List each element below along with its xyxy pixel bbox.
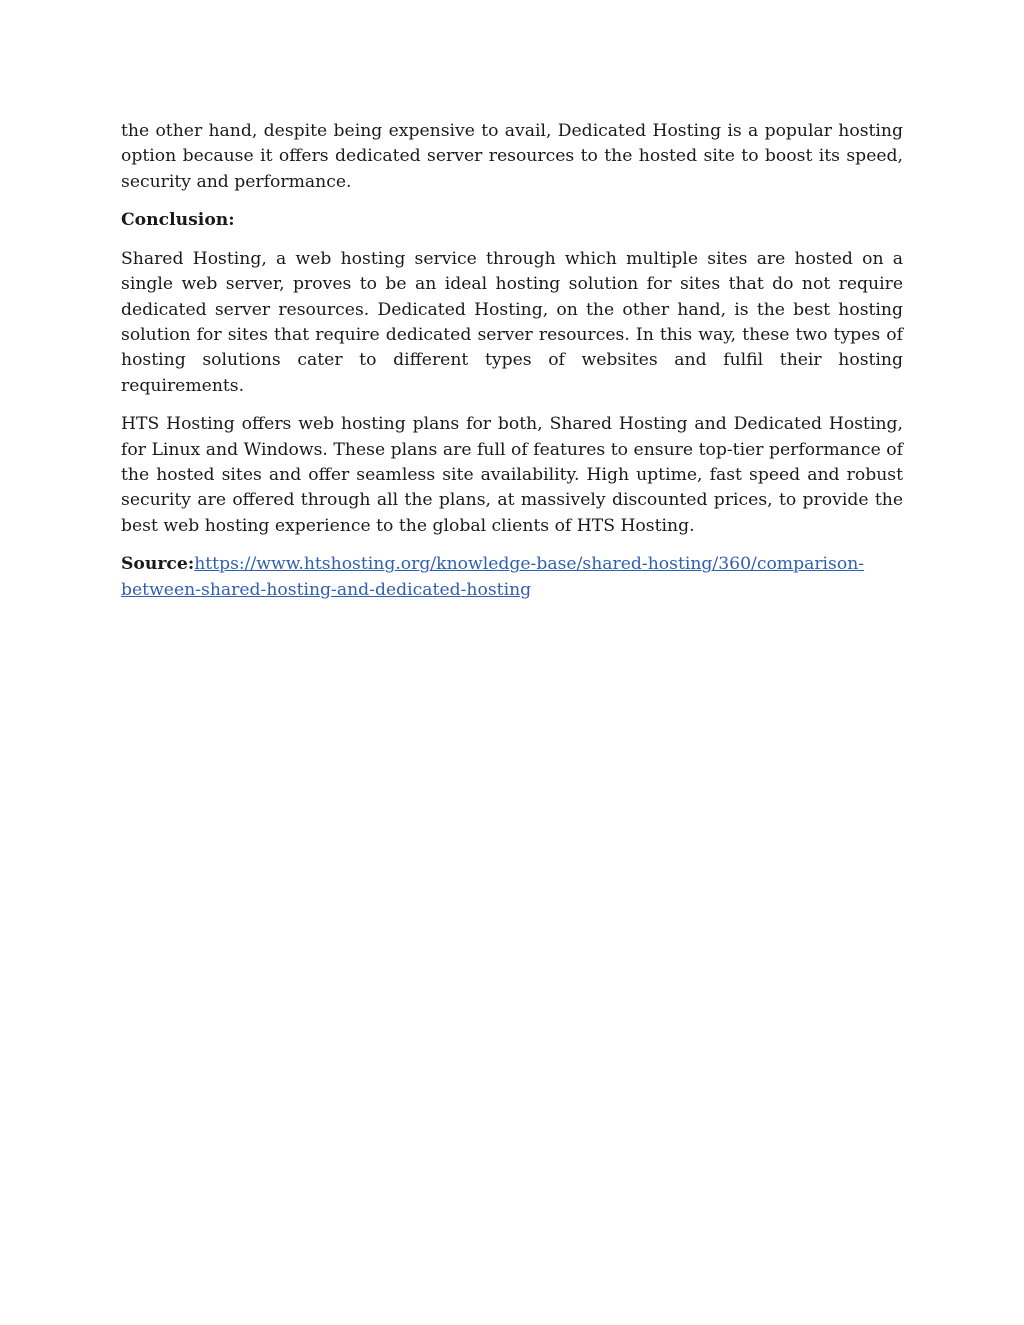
source-link[interactable]: https://www.htshosting.org/knowledge-base/shared-hosting/360/comparison-between-shared-hosting-and-dedicated-hosting [121, 554, 865, 600]
conclusion-heading: Conclusion: [121, 210, 235, 231]
hts-offer-paragraph: HTS Hosting offers web hosting plans for both, Shared Hosting and Dedicated Hosting, for Linux and Windows. These plans are full of features to ensure top-tier performance of the hosted sites and offer seamless site availability. High uptime, fast speed and robust security are offered through all the plans, at massively discounted prices, to provide the best web hosting experience to the global clients of HTS Hosting. [121, 414, 903, 536]
conclusion-paragraph: Shared Hosting, a web hosting service through which multiple sites are hosted on a single web server, proves to be an ideal hosting solution for sites that do not require dedicated server resources. Dedicated Hosting, on the other hand, is the best hosting solution for sites that require dedicated server resources. In this way, these two types of hosting solutions cater to different types of websites and fulfil their hosting requirements. [121, 249, 903, 396]
source-line [121, 552, 903, 603]
source-label: Source: [121, 554, 195, 575]
document-page [121, 119, 903, 617]
intro-continuation-paragraph: the other hand, despite being expensive to avail, Dedicated Hosting is a popular hosting option because it offers dedicated server resources to the hosted site to boost its speed, security and performance. [121, 121, 903, 192]
